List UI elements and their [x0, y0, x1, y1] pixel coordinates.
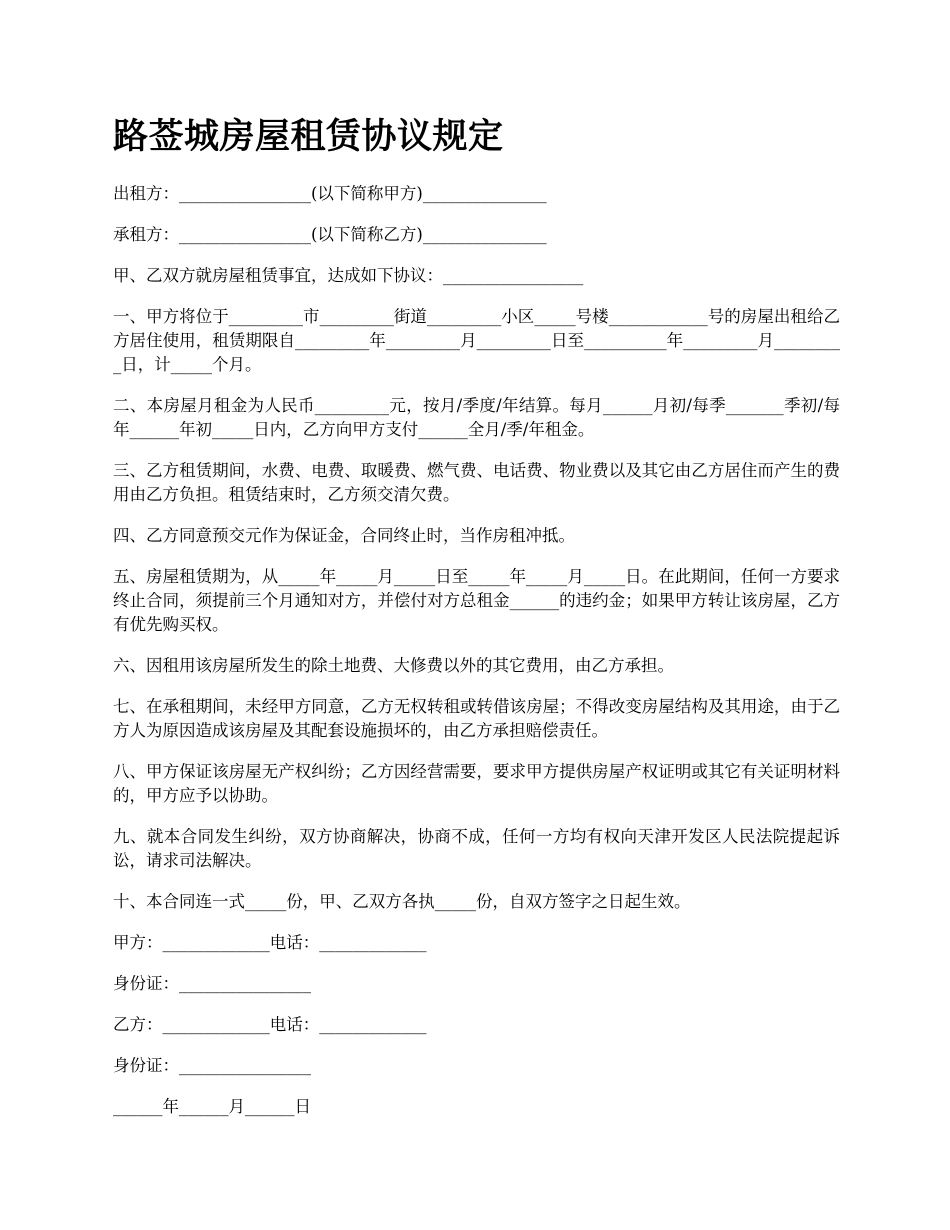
clause-9: 九、就本合同发生纠纷，双方协商解决，协商不成，任何一方均有权向天津开发区人民法院提起诉讼，请求司法解决。: [113, 827, 840, 870]
party-b-signature-line: 乙方：_____________电话：_____________: [113, 1015, 427, 1034]
clause-1: 一、甲方将位于_________市_________街道_________小区_____号楼____________号的房屋出租给乙方居住使用，租赁期限自_________年_________月_________日至__________年_________月_________日，计_____个月。: [113, 307, 840, 374]
document-page: [113, 112, 840, 1136]
clause-7: 七、在承租期间，未经甲方同意，乙方无权转租或转借该房屋；不得改变房屋结构及其用途，由于乙方人为原因造成该房屋及其配套设施损坏的，由乙方承担赔偿责任。: [113, 697, 840, 740]
clause-6: 六、因租用该房屋所发生的除土地费、大修费以外的其它费用，由乙方承担。: [113, 656, 674, 675]
clause-5: 五、房屋租赁期为，从_____年_____月_____日至_____年_____月_____日。在此期间，任何一方要求终止合同，须提前三个月通知对方，并偿付对方总租金______的违约金；如果甲方转让该房屋，乙方有优先购买权。: [113, 567, 840, 634]
agreement-intro: 甲、乙双方就房屋租赁事宜，达成如下协议：_________________: [113, 266, 584, 285]
document-title: 路莶城房屋租赁协议规定: [113, 117, 504, 157]
clause-8: 八、甲方保证该房屋无产权纠纷；乙方因经营需要，要求甲方提供房屋产权证明或其它有关证明材料的，甲方应予以协助。: [113, 762, 840, 805]
clause-3: 三、乙方租赁期间，水费、电费、取暖费、燃气费、电话费、物业费以及其它由乙方居住而产生的费用由乙方负担。租赁结束时，乙方须交清欠费。: [113, 461, 840, 504]
party-a-id-line: 身份证：________________: [113, 974, 311, 993]
party-b-id-line: 身份证：________________: [113, 1056, 311, 1075]
date-line: ______年______月______日: [113, 1097, 311, 1116]
lessor-line: 出租方：________________(以下简称甲方)_______________: [113, 184, 547, 203]
clause-4: 四、乙方同意预交元作为保证金，合同终止时，当作房租冲抵。: [113, 526, 575, 545]
lessee-line: 承租方：________________(以下简称乙方)_______________: [113, 225, 547, 244]
party-a-signature-line: 甲方：_____________电话：_____________: [113, 933, 427, 952]
clause-10: 十、本合同连一式_____份，甲、乙双方各执_____份，自双方签字之日起生效。: [113, 892, 691, 911]
clause-2: 二、本房屋月租金为人民币_________元，按月/季度/年结算。每月______月初/每季_______季初/每年______年初_____日内，乙方向甲方支付______全月/季/年租金。: [113, 396, 840, 439]
